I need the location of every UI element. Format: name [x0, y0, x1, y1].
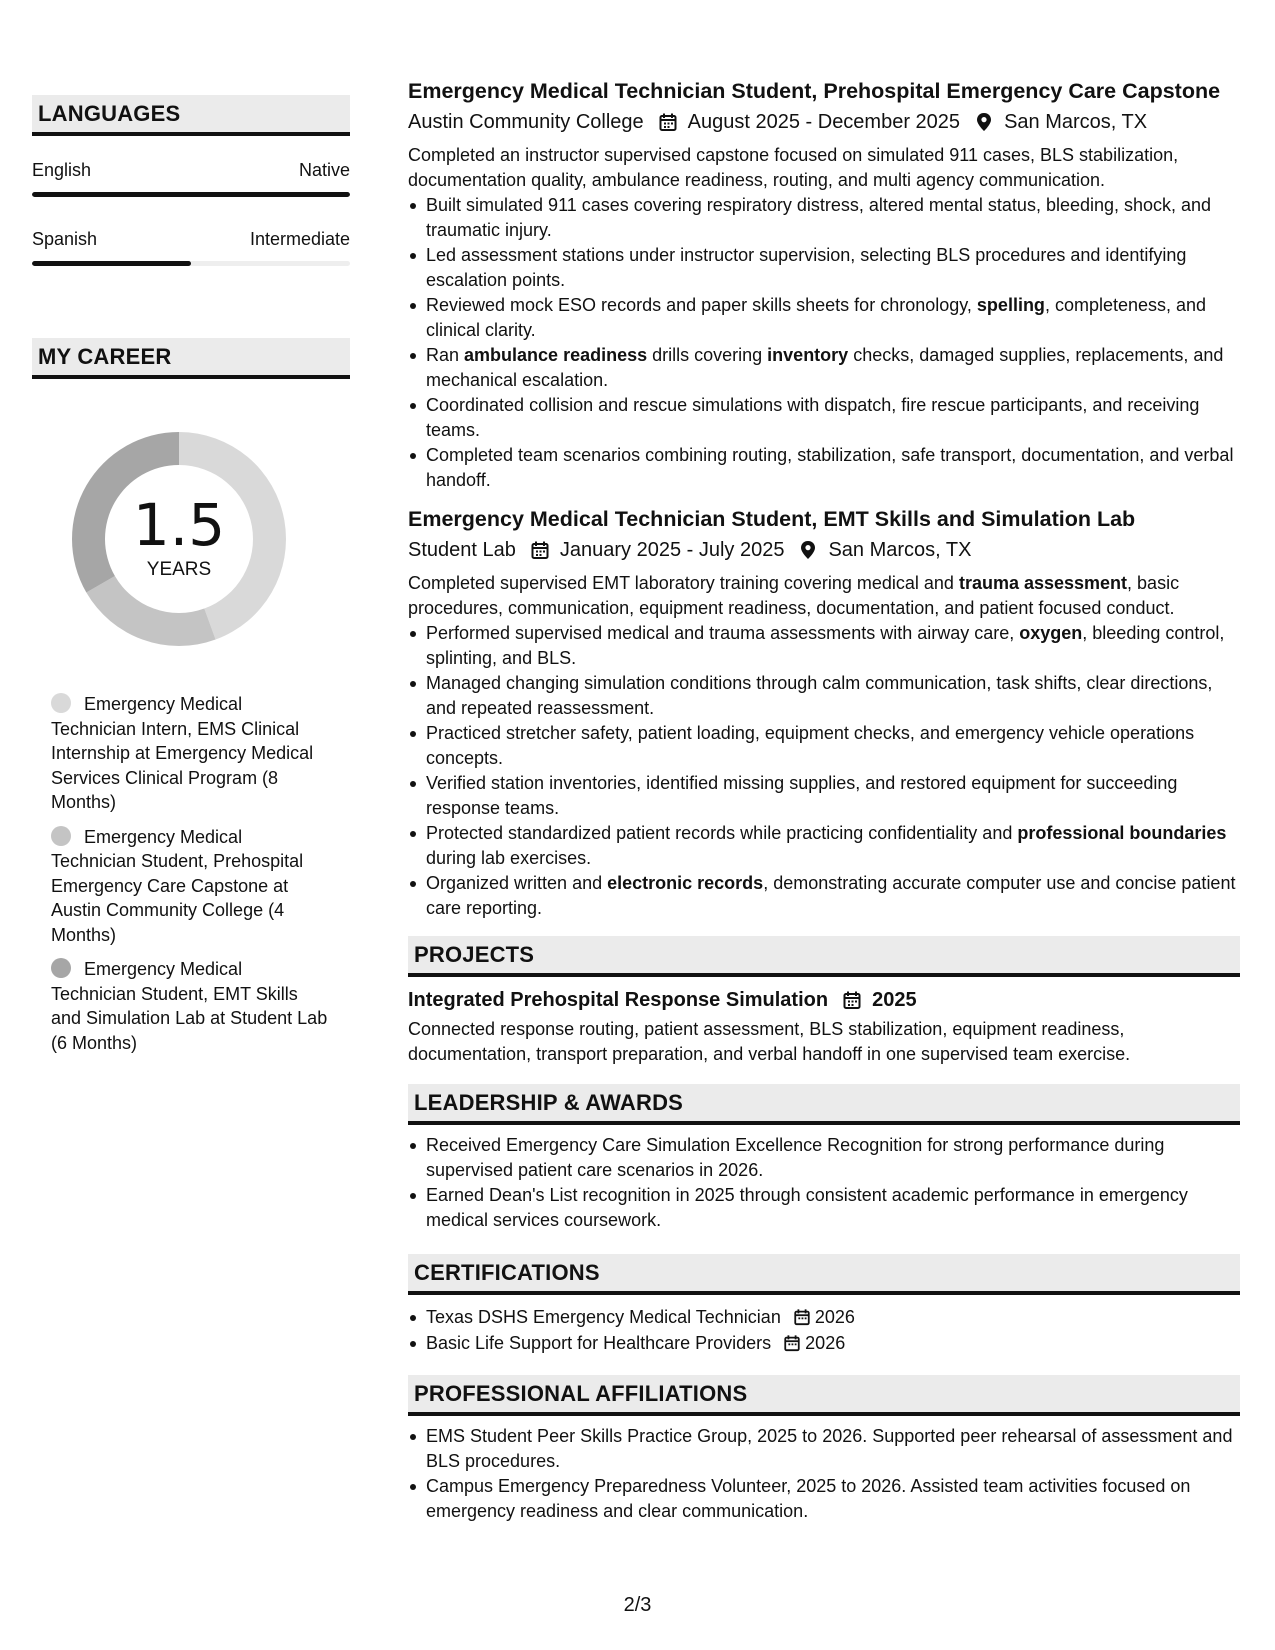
- page-number: 2/3: [623, 1594, 652, 1616]
- job-title: Emergency Medical Technician Student, Prehospital Emergency Care Capstone: [408, 79, 1221, 103]
- language-name: English: [32, 160, 92, 180]
- project-title: Integrated Prehospital Response Simulation: [408, 989, 829, 1011]
- donut-segment-2: [86, 576, 215, 646]
- calendar-icon: [842, 990, 862, 1010]
- location-pin-icon: [974, 112, 994, 132]
- certification-item: [408, 1331, 1240, 1356]
- affiliations-list: [408, 1424, 1240, 1523]
- certification-name: Basic Life Support for Healthcare Providers: [426, 1332, 772, 1353]
- project-description: Connected response routing, patient assessment, BLS stabilization, equipment readiness, documentation, transport preparation, and verbal handoff in one supervised team exercise.: [408, 1019, 1131, 1064]
- legend-dot-icon: [51, 958, 71, 978]
- career-legend-item: Emergency Medical Technician Student, EMT Skills and Simulation Lab at Student Lab (6 Months): [51, 959, 328, 1053]
- affiliation-item: Campus Emergency Preparedness Volunteer, 2025 to 2026. Assisted team activities focused on emergency readiness and clear communication.: [408, 1474, 1240, 1523]
- leadership-item: Earned Dean's List recognition in 2025 through consistent academic performance in emergency medical services coursework.: [408, 1183, 1240, 1232]
- job-meta: [408, 109, 1240, 135]
- career-legend-item: Emergency Medical Technician Student, Prehospital Emergency Care Capstone at Austin Community College (4 Months): [51, 826, 304, 945]
- job-description: Completed an instructor supervised capstone focused on simulated 911 cases, BLS stabilization, documentation quality, ambulance readiness, routing, and multi agency communication.: [408, 145, 1179, 190]
- calendar-icon: [658, 112, 678, 132]
- experience-entry: [408, 506, 1240, 920]
- job-organization: Student Lab: [408, 539, 516, 561]
- job-bullet: Protected standardized patient records while practicing confidentiality and professional boundaries during lab exercises.: [408, 821, 1240, 870]
- leadership-item: Received Emergency Care Simulation Excellence Recognition for strong performance during supervised patient care scenarios in 2026.: [408, 1133, 1240, 1182]
- job-dates: January 2025 - July 2025: [559, 539, 785, 561]
- job-description: Completed supervised EMT laboratory training covering medical and trauma assessment, basic procedures, communication, equipment readiness, documentation, and patient focused conduct.: [408, 573, 1180, 618]
- job-bullets: [408, 193, 1240, 492]
- calendar-icon: [530, 540, 550, 560]
- career-heading: MY CAREER: [32, 338, 350, 379]
- affiliation-item: EMS Student Peer Skills Practice Group, 2025 to 2026. Supported peer rehearsal of assessment and BLS procedures.: [408, 1424, 1240, 1473]
- affiliations-heading: PROFESSIONAL AFFILIATIONS: [408, 1375, 1240, 1416]
- certification-item: [408, 1305, 1240, 1330]
- experience-entry: [408, 78, 1240, 492]
- job-bullet: Organized written and electronic records, demonstrating accurate computer use and concise patient care reporting.: [408, 871, 1240, 920]
- career-legend-item: Emergency Medical Technician Intern, EMS Clinical Internship at Emergency Medical Services Clinical Program (8 Months): [51, 694, 314, 812]
- job-bullet: Verified station inventories, identified missing supplies, and restored equipment for succeeding response teams.: [408, 771, 1240, 820]
- job-bullet: Built simulated 911 cases covering respiratory distress, altered mental status, bleeding, shock, and traumatic injury.: [408, 193, 1240, 242]
- certification-name: Texas DSHS Emergency Medical Technician: [426, 1307, 781, 1327]
- job-title: Emergency Medical Technician Student, EMT Skills and Simulation Lab: [408, 507, 1136, 531]
- location-pin-icon: [798, 540, 818, 560]
- career-total-value: 1.5: [132, 491, 226, 559]
- calendar-icon: [793, 1308, 811, 1326]
- job-bullet: Led assessment stations under instructor supervision, selecting BLS procedures and identifying escalation points.: [408, 243, 1240, 292]
- job-bullet: Practiced stretcher safety, patient loading, equipment checks, and emergency vehicle operations concepts.: [408, 721, 1240, 770]
- certifications-list: [408, 1305, 1240, 1355]
- language-name: Spanish: [32, 229, 98, 249]
- job-dates: August 2025 - December 2025: [687, 111, 961, 133]
- career-donut-chart: [64, 424, 294, 654]
- job-bullet: Managed changing simulation conditions through calm communication, task shifts, clear directions, and repeated reassessment.: [408, 671, 1240, 720]
- job-bullet: Reviewed mock ESO records and paper skills sheets for chronology, spelling, completeness, and clinical clarity.: [408, 293, 1240, 342]
- languages-heading: LANGUAGES: [32, 95, 350, 136]
- job-bullet: Completed team scenarios combining routing, stabilization, safe transport, documentation, and verbal handoff.: [408, 443, 1240, 492]
- job-location: San Marcos, TX: [1004, 111, 1148, 133]
- legend-dot-icon: [51, 693, 71, 713]
- calendar-icon: [783, 1334, 801, 1352]
- leadership-heading: LEADERSHIP & AWARDS: [408, 1084, 1240, 1125]
- sidebar: [32, 95, 350, 1065]
- language-level: Native: [298, 160, 350, 180]
- main-content: [408, 78, 1240, 1524]
- leadership-list: [408, 1133, 1240, 1232]
- language-item: [32, 158, 350, 197]
- job-meta: [408, 537, 1240, 563]
- language-proficiency-bar: [32, 261, 350, 266]
- language-proficiency-bar: [32, 192, 350, 197]
- career-total-unit: YEARS: [146, 559, 212, 580]
- legend-dot-icon: [51, 826, 71, 846]
- certification-year: 2026: [814, 1307, 855, 1327]
- job-bullets: [408, 621, 1240, 920]
- certification-year: 2026: [805, 1332, 846, 1353]
- job-location: San Marcos, TX: [828, 539, 972, 561]
- job-organization: Austin Community College: [408, 111, 644, 133]
- job-bullet: Ran ambulance readiness drills covering inventory checks, damaged supplies, replacements, and mechanical escalation.: [408, 343, 1240, 392]
- certifications-heading: CERTIFICATIONS: [408, 1254, 1240, 1295]
- language-item: [32, 227, 350, 266]
- job-bullet: Coordinated collision and rescue simulations with dispatch, fire rescue participants, and receiving teams.: [408, 393, 1240, 442]
- project-title-row: [408, 987, 1240, 1013]
- language-level: Intermediate: [249, 229, 350, 249]
- project-year: 2025: [872, 989, 917, 1011]
- projects-heading: PROJECTS: [408, 936, 1240, 977]
- job-bullet: Performed supervised medical and trauma assessments with airway care, oxygen, bleeding control, splinting, and BLS.: [408, 621, 1240, 670]
- career-legend: [32, 692, 350, 1055]
